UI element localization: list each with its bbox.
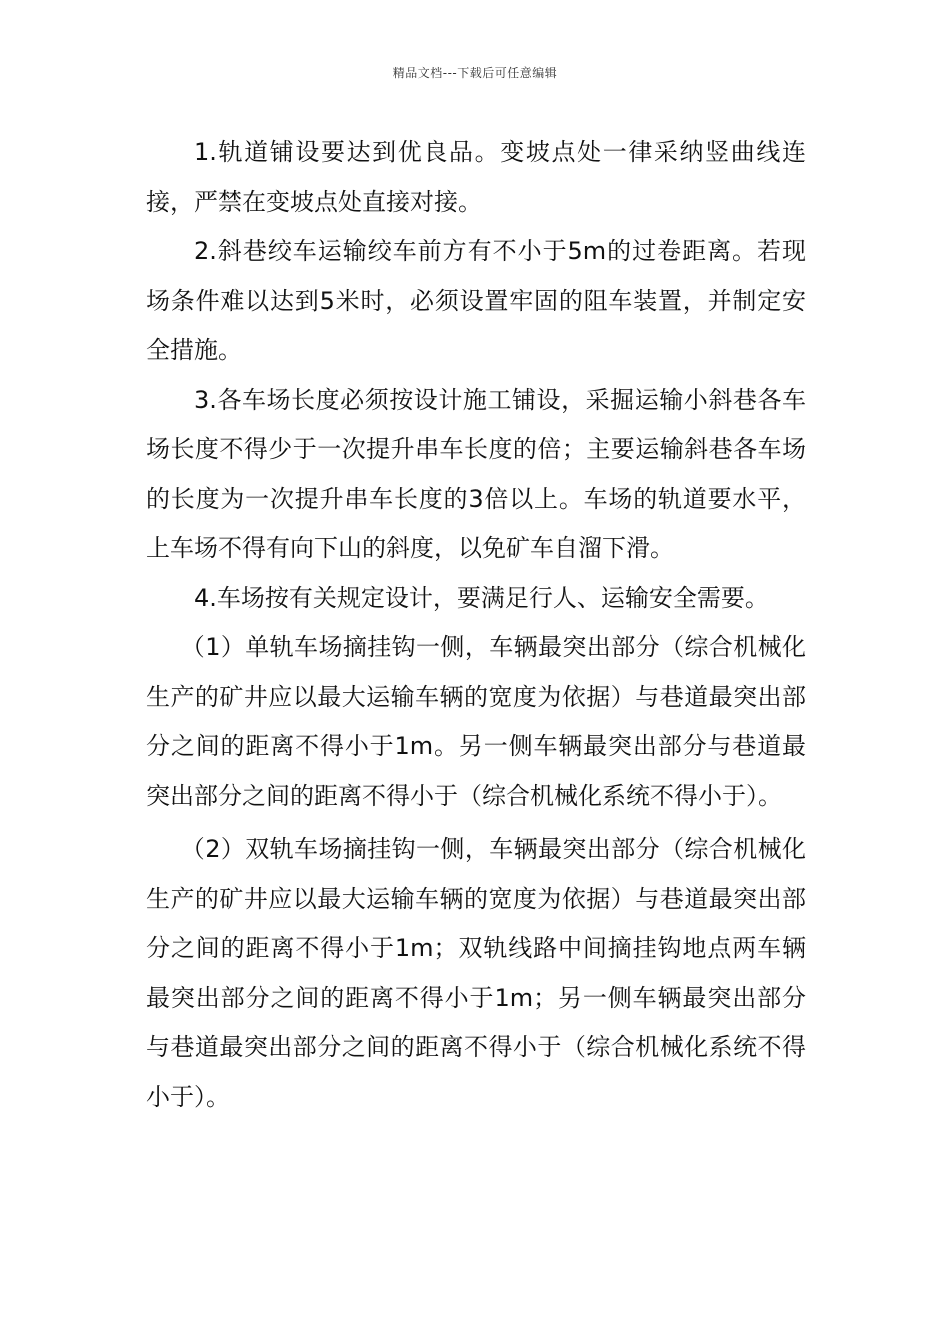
- paragraph-4-1: （1）单轨车场摘挂钩一侧，车辆最突出部分（综合机械化生产的矿井应以最大运输车辆的宽度为依据）与巷道最突出部分之间的距离不得小于1m。另一侧车辆最突出部分与巷道最突出部分之间的距离不得小于（综合机械化系统不得小于）。: [146, 633, 806, 810]
- paragraph-4-2: （2）双轨车场摘挂钩一侧，车辆最突出部分（综合机械化生产的矿井应以最大运输车辆的宽度为依据）与巷道最突出部分之间的距离不得小于1m；双轨线路中间摘挂钩地点两车辆最突出部分之间的距离不得小于1m；另一侧车辆最突出部分与巷道最突出部分之间的距离不得小于（综合机械化系统不得小于）。: [146, 835, 806, 1111]
- page-header: 精品文档---下载后可任意编辑: [392, 66, 558, 80]
- paragraph-3: 3.各车场长度必须按设计施工铺设，采掘运输小斜巷各车场长度不得少于一次提升串车长度的倍；主要运输斜巷各车场的长度为一次提升串车长度的3倍以上。车场的轨道要水平，上车场不得有向下山的斜度，以免矿车自溜下滑。: [146, 385, 806, 562]
- paragraph-4: 4.车场按有关规定设计，要满足行人、运输安全需要。: [194, 583, 769, 612]
- document-body: [146, 128, 806, 1122]
- paragraph-1: 1.轨道铺设要达到优良品。变坡点处一律采纳竖曲线连接，严禁在变坡点处直接对接。: [146, 138, 806, 216]
- paragraph-2: 2.斜巷绞车运输绞车前方有不小于5m的过卷距离。若现场条件难以达到5米时，必须设置牢固的阻车装置，并制定安全措施。: [146, 237, 806, 364]
